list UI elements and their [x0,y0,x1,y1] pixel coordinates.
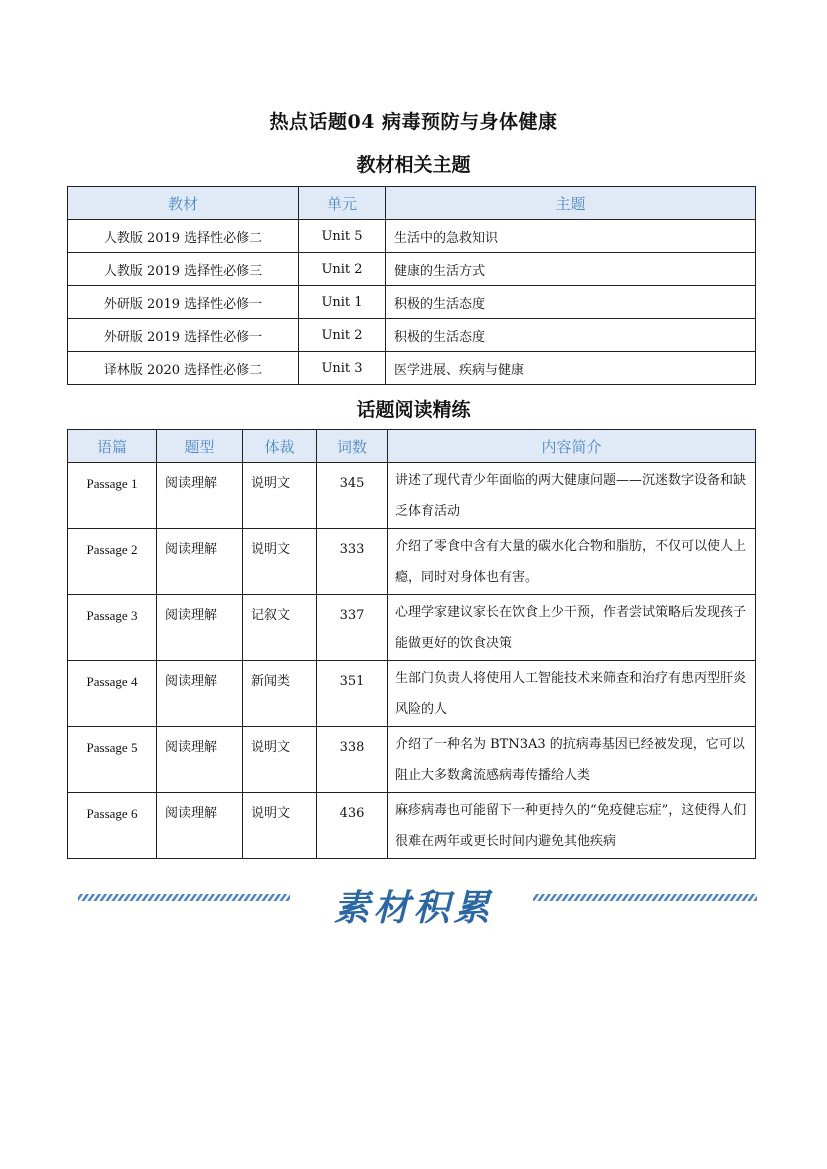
textbook-cell: 外研版 2019 选择性必修一 [68,286,299,319]
word-count-cell: 345 [339,476,365,491]
theme-cell: 健康的生活方式 [386,253,756,286]
table-row [68,220,756,253]
word-count-cell: 436 [339,806,365,821]
question-type-cell: 阅读理解 [165,806,218,821]
textbook-cell: 人教版 2019 选择性必修三 [68,253,299,286]
table-row [68,529,756,595]
question-type-cell: 阅读理解 [165,740,218,755]
header-textbook: 教材 [68,187,299,220]
word-count-cell: 351 [339,674,365,689]
header-word-count: 词数 [317,430,388,463]
summary-cell: 生部门负责人将使用人工智能技术来筛查和治疗有患丙型肝炎风险的人 [395,671,747,717]
passage-cell: Passage 6 [86,806,138,821]
table-row [68,793,756,859]
textbook-cell: 外研版 2019 选择性必修一 [68,319,299,352]
header-passage: 语篇 [68,430,157,463]
genre-cell: 记叙文 [251,608,291,623]
unit-cell: Unit 5 [299,220,386,253]
question-type-cell: 阅读理解 [165,542,218,557]
header-genre: 体裁 [243,430,317,463]
theme-cell: 积极的生活态度 [386,319,756,352]
genre-cell: 说明文 [251,542,291,557]
summary-cell: 麻疹病毒也可能留下一种更持久的“免疫健忘症”，这使得人们很难在两年或更长时间内避免其他疾病 [395,803,747,849]
passage-cell: Passage 5 [86,740,138,755]
passage-cell: Passage 4 [86,674,138,689]
question-type-cell: 阅读理解 [165,608,218,623]
question-type-cell: 阅读理解 [165,476,218,491]
header-theme: 主题 [386,187,756,220]
table-row [68,463,756,529]
genre-cell: 新闻类 [251,674,291,689]
textbook-cell: 译林版 2020 选择性必修二 [68,352,299,385]
table-row [68,595,756,661]
section-title-textbook-topics: 教材相关主题 [356,154,471,176]
textbook-topic-table [67,186,756,385]
table-row [68,253,756,286]
passage-cell: Passage 3 [86,608,138,623]
reading-practice-table [67,429,756,859]
header-question-type: 题型 [157,430,243,463]
genre-cell: 说明文 [251,476,291,491]
question-type-cell: 阅读理解 [165,674,218,689]
theme-cell: 生活中的急救知识 [386,220,756,253]
table-row [68,661,756,727]
textbook-cell: 人教版 2019 选择性必修二 [68,220,299,253]
table-header-row [68,187,756,220]
unit-cell: Unit 3 [299,352,386,385]
unit-cell: Unit 1 [299,286,386,319]
summary-cell: 介绍了零食中含有大量的碳水化合物和脂肪，不仅可以使人上瘾，同时对身体也有害。 [395,539,747,585]
table-row [68,319,756,352]
header-unit: 单元 [299,187,386,220]
table-row [68,286,756,319]
genre-cell: 说明文 [251,740,291,755]
page-title: 热点话题04 病毒预防与身体健康 [269,111,558,133]
theme-cell: 医学进展、疾病与健康 [386,352,756,385]
table-header-row [68,430,756,463]
word-count-cell: 338 [339,740,365,755]
section-title-reading-practice: 话题阅读精练 [356,399,471,421]
summary-cell: 介绍了一种名为 BTN3A3 的抗病毒基因已经被发现，它可以阻止大多数禽流感病毒传播给人类 [395,737,745,783]
passage-cell: Passage 2 [86,542,138,557]
passage-cell: Passage 1 [86,476,138,491]
word-count-cell: 333 [339,542,365,557]
header-summary: 内容简介 [388,430,756,463]
theme-cell: 积极的生活态度 [386,286,756,319]
word-count-cell: 337 [339,608,365,623]
unit-cell: Unit 2 [299,319,386,352]
summary-cell: 心理学家建议家长在饮食上少干预，作者尝试策略后发现孩子能做更好的饮食决策 [395,605,747,651]
genre-cell: 说明文 [251,806,291,821]
table-row [68,727,756,793]
table-row [68,352,756,385]
unit-cell: Unit 2 [299,253,386,286]
summary-cell: 讲述了现代青少年面临的两大健康问题——沉迷数字设备和缺乏体育活动 [395,473,747,519]
banner-title: 素材积累 [333,887,494,929]
